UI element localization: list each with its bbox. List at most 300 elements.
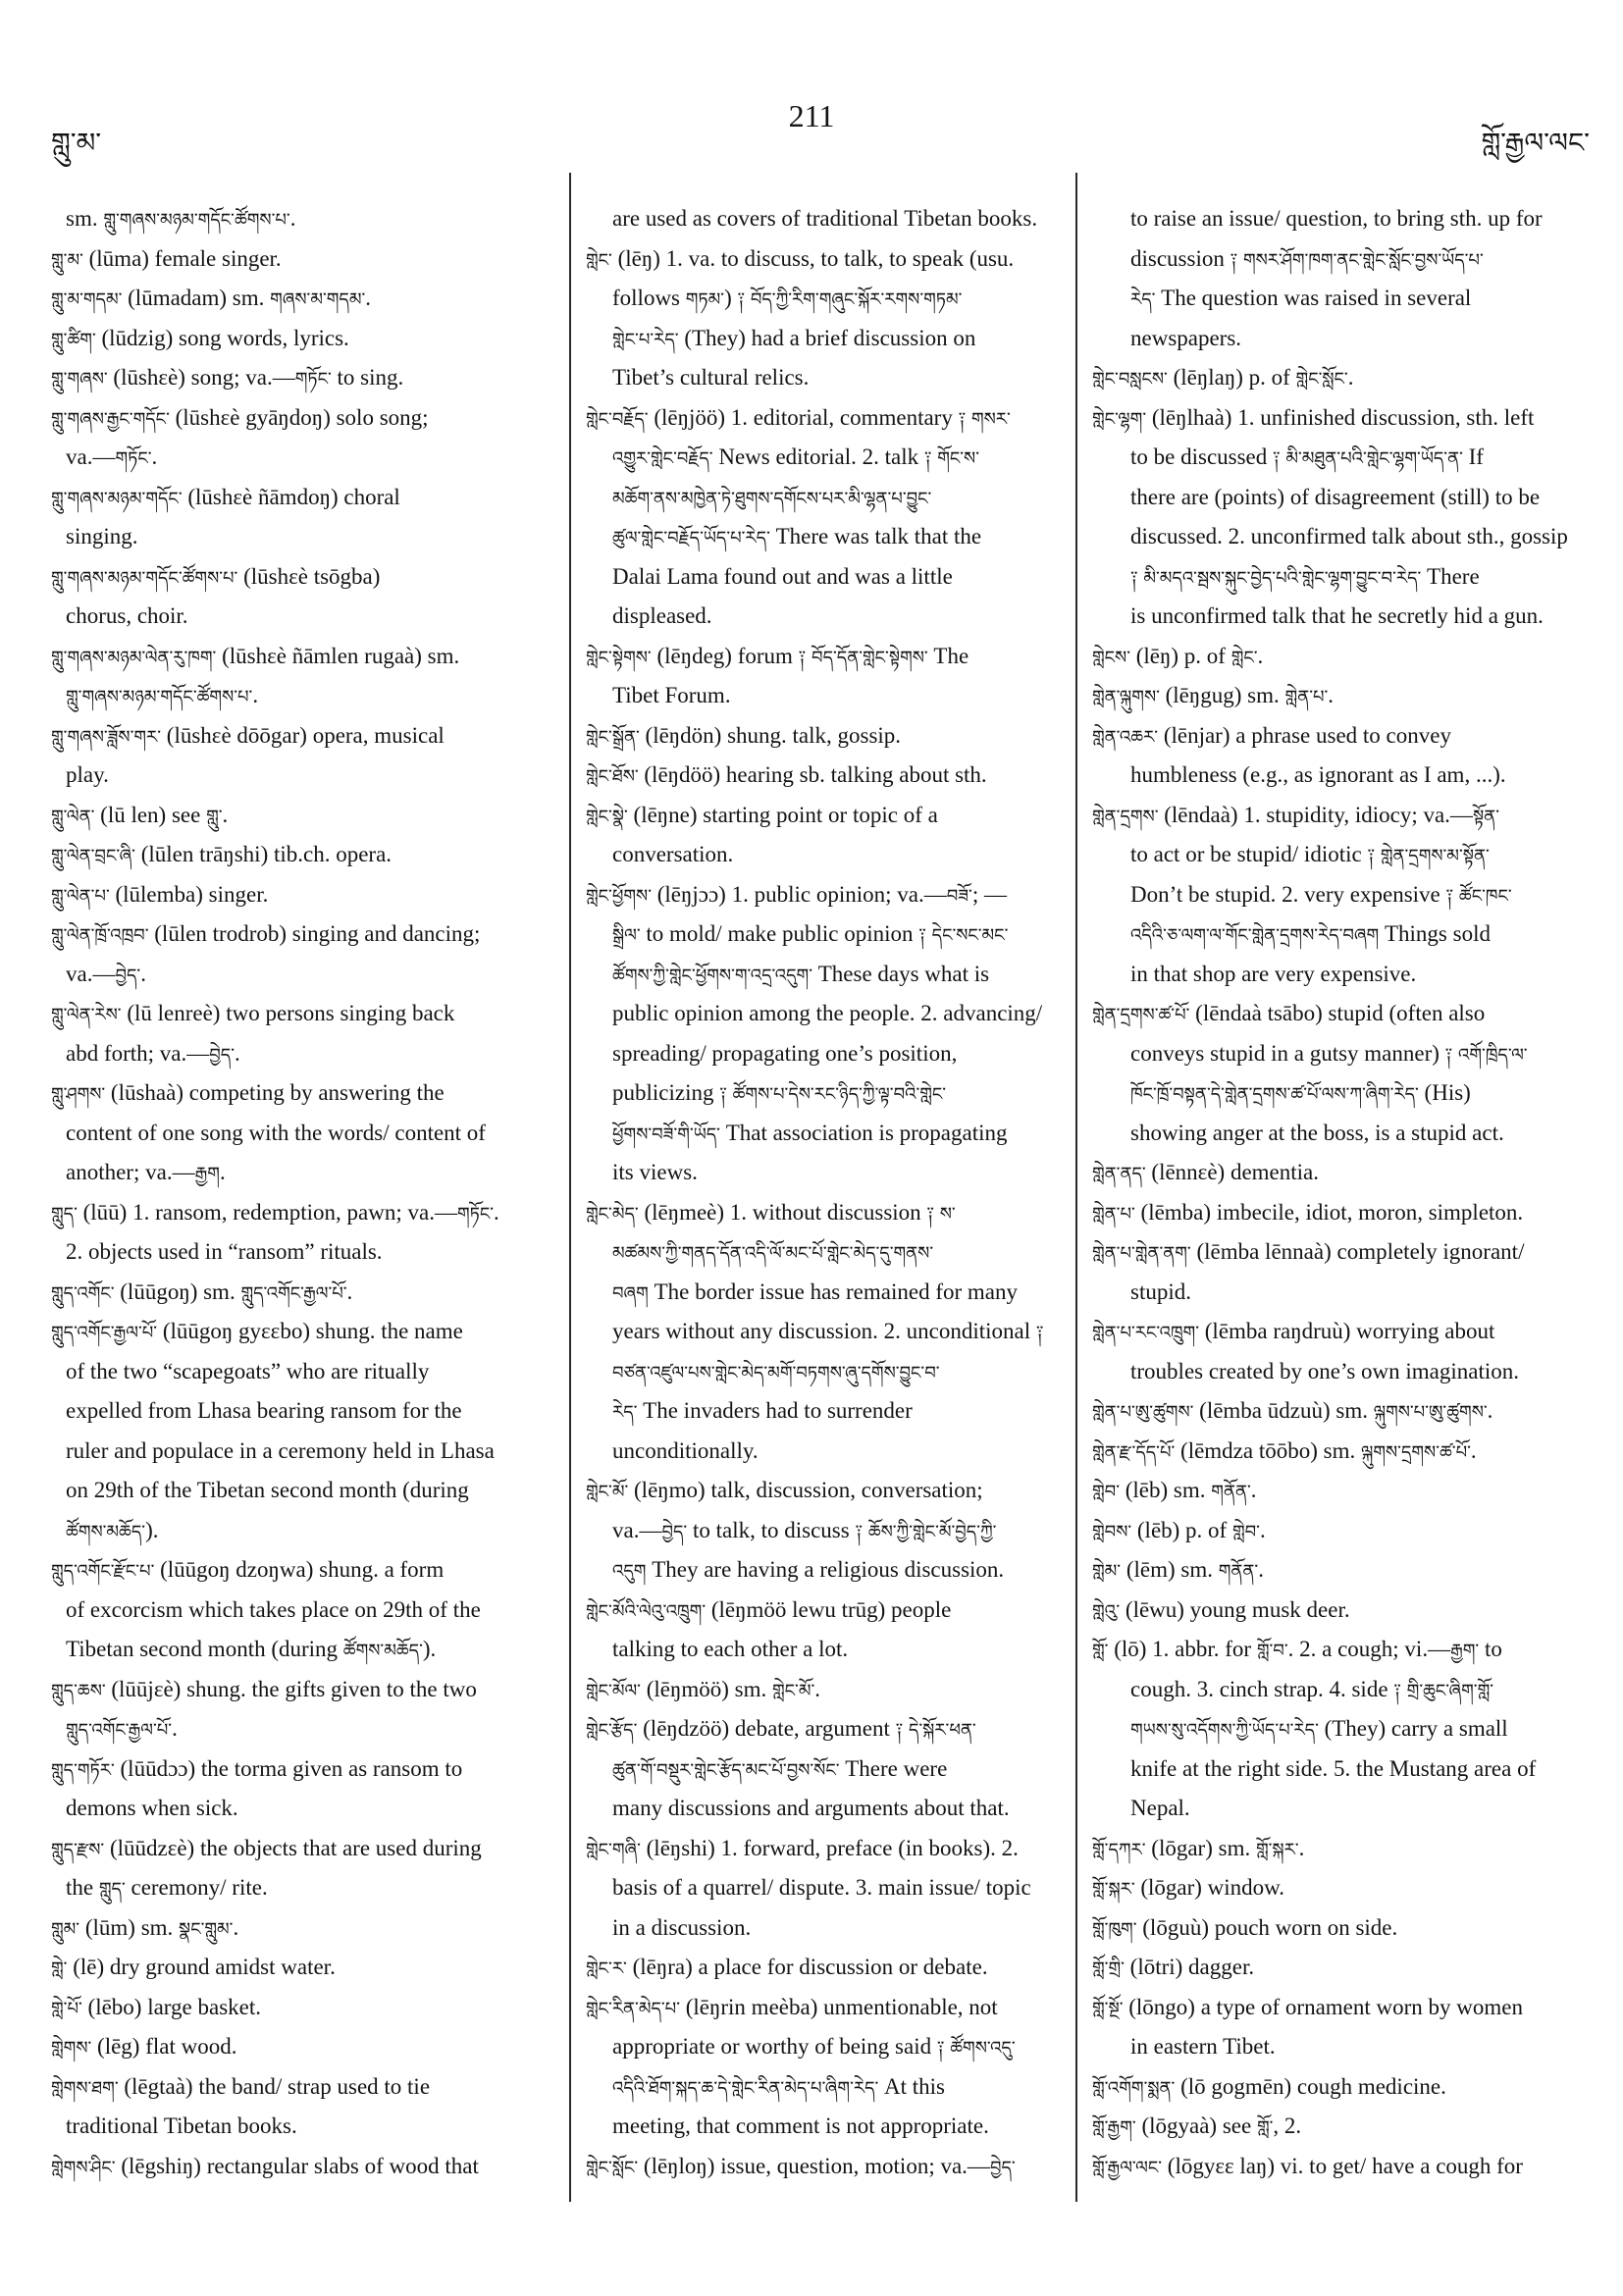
- dictionary-entry: [586, 398, 1065, 637]
- entry-line: [586, 676, 1065, 716]
- tibetan-text: གླེགས་ཐག་: [51, 2077, 119, 2099]
- dictionary-entry: [51, 1829, 553, 1908]
- english-text: (lūshεè ñāmdoŋ) choral: [182, 484, 400, 509]
- entry-line: [586, 1034, 1065, 1074]
- english-text: (lū len) see: [94, 802, 207, 827]
- entry-line: [1092, 1153, 1593, 1193]
- english-text: .: [151, 444, 158, 469]
- dictionary-entry: [51, 239, 553, 280]
- english-text: (lēgshiŋ) rectangular slabs of wood that: [115, 2153, 479, 2178]
- dictionary-entry: [51, 835, 553, 875]
- entry-line: [51, 1312, 553, 1352]
- column-divider: [569, 173, 571, 2202]
- entry-line: [586, 1709, 1065, 1749]
- tibetan-text: གླེགས་: [51, 2038, 92, 2059]
- english-text: Tibet Forum.: [612, 683, 731, 707]
- english-text: there are (points) of disagreement (still) to be: [1130, 484, 1541, 509]
- tibetan-text: གླེན་པ་: [1092, 1203, 1135, 1225]
- english-text: (lēŋdeg) forum: [651, 643, 799, 668]
- english-text: The: [927, 643, 969, 668]
- english-text: There was talk that the: [769, 524, 982, 548]
- tibetan-text: གླེང་མོལ་: [586, 1680, 641, 1701]
- english-text: (lēŋmöö lewu trūg) people: [706, 1596, 952, 1622]
- english-text: (lēndaà) 1. stupidity, idiocy; va.—: [1158, 802, 1473, 827]
- tibetan-text: ཁོང་ཁྲོ་བསྟན་དེ་གླེན་དྲགས་ཚ་པོ་ལས་ཀ་ཞིག་རེད་: [1130, 1084, 1419, 1105]
- tibetan-text: གླེང་: [586, 249, 612, 271]
- tibetan-text: བྱེད་: [115, 965, 141, 986]
- tibetan-text: གློ་ཁུག་: [1092, 1918, 1137, 1940]
- english-text: (lēmba lēnnaà) completely ignorant/: [1190, 1239, 1525, 1264]
- english-text: They are having a religious discussion.: [646, 1557, 1005, 1582]
- tibetan-text: ༑: [1273, 448, 1281, 469]
- tibetan-text: འདིའི་ཐོག་སྐད་ཆ་དེ་གླེང་རིན་མེད་པ་ཞིག་རེད་: [612, 2077, 879, 2099]
- page-number: 211: [788, 98, 835, 133]
- tibetan-text: ༑: [1130, 567, 1138, 589]
- tibetan-text: ༑: [798, 647, 807, 668]
- entry-line: [1092, 199, 1593, 239]
- english-text: (lēŋ) 1. va. to discuss, to talk, to speak (usu.: [611, 245, 1015, 271]
- entry-line: [51, 279, 553, 319]
- tibetan-text: གློ་སྐར་: [1092, 1879, 1135, 1900]
- tibetan-text: ༑: [1445, 885, 1454, 907]
- entry-line: [1092, 1749, 1593, 1790]
- entry-line: [51, 1670, 553, 1710]
- tibetan-text: གློ་རྒྱལ་ལང་: [1092, 2157, 1163, 2178]
- english-text: Don’t be stupid. 2. very expensive: [1130, 881, 1446, 907]
- entry-line: [586, 1749, 1065, 1790]
- tibetan-text: ལྐུགས་དྲགས་ཚ་པོ་: [1361, 1441, 1471, 1463]
- tibetan-text: གླུད་འགོང་རྫོང་པ་: [51, 1561, 155, 1582]
- entry-line: [586, 1114, 1065, 1154]
- english-text: (lōgar) window.: [1134, 1875, 1285, 1900]
- english-text: to raise an issue/ question, to bring sth. up for: [1130, 206, 1543, 231]
- english-text: Dalai Lama found out and was a little: [612, 563, 953, 589]
- entry-line: [51, 1789, 553, 1829]
- entry-line: [586, 2067, 1065, 2108]
- entry-line: [586, 994, 1065, 1034]
- english-text: (lēŋmeè) 1. without discussion: [638, 1199, 927, 1225]
- entry-line: [51, 199, 553, 239]
- tibetan-text: ༑: [918, 925, 926, 946]
- tibetan-text: ༑: [895, 1720, 904, 1741]
- entry-line: [51, 1391, 553, 1432]
- english-text: , 2.: [1273, 2113, 1302, 2138]
- entry-line: [586, 1391, 1065, 1432]
- tibetan-text: རྒྱག་: [1450, 1641, 1480, 1661]
- entry-line: [51, 2067, 553, 2108]
- english-text: of excorcism which takes place on 29th of the: [66, 1596, 481, 1622]
- english-text: to: [1479, 1637, 1502, 1661]
- entry-line: [586, 796, 1065, 836]
- english-text: These days what is: [812, 961, 990, 986]
- tibetan-text: ཚོགས་པ་དེས་རང་ཉིད་ཀྱི་ལྟ་བའི་གླེང་: [732, 1084, 947, 1105]
- entry-line: [586, 1789, 1065, 1829]
- english-text: .: [1258, 1557, 1264, 1582]
- tibetan-text: གླེང་མོ་: [586, 1482, 629, 1502]
- tibetan-text: གླེང་བསླངས་: [1092, 369, 1168, 390]
- entry-line: [586, 517, 1065, 557]
- english-text: public opinion among the people. 2. advancing/: [612, 1001, 1043, 1025]
- entry-line: [1092, 955, 1593, 995]
- english-text: cough. 3. cinch strap. 4. side: [1130, 1676, 1394, 1701]
- entry-line: [51, 1749, 553, 1790]
- english-text: va.—: [66, 961, 116, 986]
- column-divider: [1075, 173, 1077, 2202]
- tibetan-text: གླུད་: [51, 1203, 78, 1225]
- tibetan-text: གསར་ཤོག་ཁག་ནང་གླེང་སློང་བྱས་ཡོད་པ་: [1242, 249, 1484, 271]
- english-text: .: [365, 286, 372, 310]
- english-text: (lēŋdzöö) debate, argument: [637, 1716, 896, 1741]
- entry-line: [1092, 358, 1593, 398]
- tibetan-text: གླེན་པ་གླེན་ནག་: [1092, 1243, 1191, 1264]
- english-text: (lūm) sm.: [79, 1914, 180, 1940]
- entry-line: [586, 319, 1065, 359]
- tibetan-text: གསར་: [970, 408, 1011, 430]
- tibetan-text: གླུ་ལེན་: [51, 806, 95, 827]
- entry-line: [586, 478, 1065, 518]
- english-text: (lēb) sm.: [1120, 1478, 1212, 1502]
- tibetan-text: བཟོ་: [946, 885, 972, 907]
- english-text: unconditionally.: [612, 1437, 759, 1463]
- tibetan-text: གླེན་འཆར་: [1092, 726, 1159, 748]
- tibetan-text: གཏོང་: [115, 448, 152, 469]
- tibetan-text: མི་མཐུན་པའི་གླེང་ལྷག་ཡོད་ན་: [1285, 448, 1463, 469]
- dictionary-entry: [51, 279, 553, 319]
- dictionary-entry: [586, 1709, 1065, 1829]
- tibetan-text: ལྐུགས་པ་ཨུ་ཚུགས་: [1373, 1402, 1488, 1423]
- english-text: (lēmba) imbecile, idiot, moron, simpleton.: [1134, 1199, 1524, 1225]
- tibetan-text: ༑: [936, 2038, 945, 2059]
- entry-line: [1092, 1630, 1593, 1670]
- english-text: in eastern Tibet.: [1130, 2034, 1276, 2059]
- english-text: (lōguù) pouch worn on side.: [1136, 1914, 1398, 1940]
- entry-line: [586, 1948, 1065, 1988]
- column-middle: [586, 199, 1065, 2186]
- tibetan-text: བྱེད་: [661, 1521, 688, 1542]
- dictionary-entry: [586, 637, 1065, 716]
- tibetan-text: གླེང་མེད་: [586, 1203, 639, 1225]
- english-text: the: [66, 1875, 99, 1900]
- entry-line: [51, 557, 553, 598]
- entry-line: [51, 398, 553, 439]
- english-text: (lēŋshi) 1. forward, preface (in books). 2.: [640, 1835, 1019, 1860]
- dictionary-entry: [1092, 2067, 1593, 2108]
- tibetan-text: བྱེད་: [989, 2157, 1016, 2178]
- entry-line: [51, 1153, 553, 1193]
- tibetan-text: ༑: [1444, 1044, 1453, 1066]
- tibetan-text: གློ་དཀར་: [1092, 1839, 1146, 1860]
- english-text: are used as covers of traditional Tibetan books.: [612, 206, 1038, 231]
- tibetan-text: གླེན་རྫ་དོད་པོ་: [1092, 1441, 1176, 1463]
- entry-line: [51, 597, 553, 637]
- dictionary-entry: [586, 239, 1065, 398]
- english-text: (lēŋra) a place for discussion or debate.: [626, 1955, 988, 1979]
- entry-line: [51, 1829, 553, 1869]
- tibetan-text: གླེབ་: [1092, 1482, 1120, 1502]
- english-text: .: [172, 1716, 178, 1741]
- english-text: ceremony/ rite.: [125, 1875, 268, 1900]
- tibetan-text: གླེང་རྩོད་: [586, 1720, 638, 1741]
- english-text: .: [1257, 643, 1264, 668]
- english-text: There were: [839, 1755, 948, 1781]
- english-text: .: [233, 1914, 239, 1940]
- tibetan-text: གླུ་མ་: [51, 249, 83, 271]
- entry-line: [51, 1591, 553, 1631]
- entry-line: [51, 955, 553, 995]
- dictionary-entry: [1092, 676, 1593, 716]
- english-text: (lē) dry ground amidst water.: [67, 1955, 336, 1979]
- dictionary-entry: [1092, 1471, 1593, 1511]
- entry-line: [1092, 1034, 1593, 1074]
- english-text: (lūlen trodrob) singing and dancing;: [148, 921, 481, 946]
- tibetan-text: གླུད་འགོང་རྒྱལ་པོ་: [240, 1282, 347, 1304]
- entry-line: [1092, 1868, 1593, 1908]
- english-text: The invaders had to surrender: [637, 1398, 913, 1423]
- entry-line: [586, 199, 1065, 239]
- entry-line: [51, 1114, 553, 1154]
- tibetan-text: གྲི་ཆུང་ཞིག་གློ་: [1406, 1680, 1494, 1701]
- english-text: .: [289, 206, 296, 231]
- tibetan-text: གླེང་སྣེ་: [586, 806, 628, 827]
- tibetan-text: གློ་: [1256, 2117, 1274, 2138]
- english-text: (lūshεè tsōgba): [237, 563, 381, 589]
- dictionary-entry: [1092, 1829, 1593, 1869]
- entry-line: [1092, 1312, 1593, 1352]
- tibetan-text: གླེམ་: [1092, 1561, 1122, 1582]
- entry-line: [51, 835, 553, 875]
- english-text: .: [1328, 683, 1335, 707]
- tibetan-text: གླེང་མོའི་ལེའུ་འཁྲུག་: [586, 1600, 707, 1622]
- tibetan-text: གླེང་པ་རེད་: [612, 329, 679, 350]
- english-text: (lēŋgug) sm.: [1159, 683, 1285, 707]
- english-text: (lōgyεε laŋ) vi. to get/ have a cough for: [1162, 2153, 1523, 2178]
- entry-line: [586, 1352, 1065, 1392]
- entry-line: [1092, 438, 1593, 478]
- tibetan-text: ༑: [958, 408, 967, 430]
- entry-line: [586, 835, 1065, 875]
- tibetan-text: གློ་རྒྱག་: [1092, 2117, 1136, 2138]
- tibetan-text: ༑: [1035, 1323, 1044, 1343]
- entry-line: [51, 1988, 553, 2028]
- dictionary-entry: [1092, 796, 1593, 995]
- tibetan-text: གློ་སྔོ་: [1092, 1998, 1124, 2019]
- english-text: (lēmdza tōōbo) sm.: [1175, 1437, 1361, 1463]
- entry-line: [1092, 279, 1593, 319]
- entry-line: [51, 756, 553, 796]
- english-text: The question was raised in several: [1155, 286, 1472, 310]
- english-text: (lēŋjɔɔ) 1. public opinion; va.—: [651, 881, 947, 907]
- english-text: Tibetan second month (during: [66, 1637, 343, 1661]
- entry-line: [1092, 1352, 1593, 1392]
- entry-line: [51, 994, 553, 1034]
- english-text: (lēŋlaŋ) p. of: [1167, 365, 1296, 390]
- entry-line: [51, 1948, 553, 1988]
- tibetan-text: ༑: [855, 1521, 864, 1542]
- tibetan-text: གློ་གྲི་: [1092, 1958, 1125, 1979]
- tibetan-text: གླུད་འགོང་: [51, 1282, 115, 1304]
- entry-line: [1092, 2107, 1593, 2147]
- dictionary-entry: [51, 1550, 553, 1670]
- entry-line: [51, 1550, 553, 1591]
- tibetan-text: ཚུན་གོ་བསྡུར་གླེང་རྩོད་མང་པོ་བྱས་སོང་: [612, 1759, 840, 1781]
- dictionary-entry: [586, 716, 1065, 757]
- tibetan-text: རེད་: [612, 1402, 638, 1423]
- english-text: to sing.: [331, 365, 404, 390]
- entry-line: [586, 955, 1065, 995]
- tibetan-text: ཚོགས་མཆོད་: [342, 1641, 423, 1661]
- dictionary-entry: [51, 557, 553, 637]
- dictionary-entry: [51, 398, 553, 478]
- entry-line: [1092, 835, 1593, 875]
- continued-entry: [1092, 199, 1593, 358]
- tibetan-text: འགྱུར་གླེང་བརྗོད་: [612, 448, 713, 469]
- tibetan-text: གླུད་འགོང་རྒྱལ་པོ་: [66, 1720, 173, 1741]
- entry-line: [1092, 756, 1593, 796]
- english-text: (lūūjεè) shung. the gifts given to the two: [105, 1676, 477, 1701]
- dictionary-entry: [51, 2147, 553, 2187]
- tibetan-text: སྒྲིལ་: [612, 925, 641, 946]
- dictionary-entry: [1092, 1193, 1593, 1233]
- tibetan-text: གླེབ་: [1231, 1521, 1260, 1542]
- dictionary-entry: [586, 1988, 1065, 2147]
- tibetan-text: མཆོག་ནས་མཁྱེན་ཏེ་ཐུགས་དགོངས་པར་མི་ལྷན་པ་བྱུང་: [612, 488, 932, 509]
- entry-line: [1092, 914, 1593, 955]
- tibetan-text: གླེང་བརྗོད་: [586, 408, 649, 430]
- dictionary-entry: [51, 875, 553, 915]
- english-text: (lūū) 1. ransom, redemption, pawn; va.—: [77, 1199, 457, 1225]
- english-text: (lēŋdön) shung. talk, gossip.: [639, 722, 902, 748]
- entry-line: [51, 1908, 553, 1949]
- english-text: conversation.: [612, 842, 734, 866]
- entry-line: [51, 2107, 553, 2147]
- tibetan-text: གླེ་: [51, 1958, 68, 1979]
- english-text: If: [1462, 444, 1484, 469]
- english-text: That association is propagating: [719, 1120, 1008, 1145]
- english-text: traditional Tibetan books.: [66, 2113, 297, 2138]
- entry-line: [51, 676, 553, 716]
- tibetan-text: གླེན་དྲགས་མ་སྟོན་: [1380, 846, 1490, 866]
- tibetan-text: གླེང་ཕྱོགས་: [586, 885, 652, 907]
- entry-line: [586, 597, 1065, 637]
- tibetan-text: ཚོང་ཁང་: [1458, 885, 1512, 907]
- dictionary-entry: [1092, 1948, 1593, 1988]
- tibetan-text: ༑: [923, 448, 932, 469]
- tibetan-text: གླེན་པ་: [1284, 687, 1329, 707]
- english-text: (lūshεè gyāŋdoŋ) solo song;: [169, 404, 429, 430]
- continued-entry: [586, 199, 1065, 239]
- dictionary-entry: [51, 637, 553, 716]
- english-text: (lēmba raŋdruù) worrying about: [1199, 1319, 1495, 1343]
- entry-line: [586, 239, 1065, 280]
- english-text: (lōgar) sm.: [1145, 1835, 1256, 1860]
- tibetan-text: གླུ་གཞས་ཟློས་གར་: [51, 726, 162, 748]
- english-text: (lēndaà tsābo) stupid (often also: [1189, 1001, 1486, 1025]
- tibetan-text: མི་མདའ་སྦས་སྐུང་བྱེད་པའི་གླེང་ལྷག་བྱུང་བ་རེད་: [1143, 567, 1422, 589]
- entry-line: [586, 398, 1065, 439]
- dictionary-entry: [586, 1948, 1065, 1988]
- english-text: .: [494, 1199, 499, 1225]
- english-text: There: [1421, 563, 1480, 589]
- tibetan-text: ཚུལ་གླེང་བརྗོད་ཡོད་པ་རེད་: [612, 528, 770, 548]
- tibetan-text: གླེན་པ་རང་འཁྲུག་: [1092, 1323, 1200, 1343]
- english-text: (lēŋrin meèba) unmentionable, not: [680, 1994, 998, 2019]
- english-text: is unconfirmed talk that he secretly hid a gun.: [1130, 603, 1544, 628]
- entry-line: [1092, 597, 1593, 637]
- entry-line: [586, 716, 1065, 757]
- entry-line: [1092, 994, 1593, 1034]
- tibetan-text: ༑: [719, 1084, 727, 1105]
- entry-line: [51, 1868, 553, 1908]
- entry-line: [51, 1232, 553, 1273]
- tibetan-text: གློ་: [1092, 1641, 1109, 1661]
- english-text: (lōtri) dagger.: [1124, 1955, 1255, 1979]
- tibetan-text: གནོན་: [1218, 1561, 1259, 1582]
- entry-line: [51, 319, 553, 359]
- tibetan-text: གླེན་ལྐུགས་: [1092, 687, 1160, 707]
- dictionary-entry: [1092, 1391, 1593, 1432]
- tibetan-text: ཚོགས་ཀྱི་གླེང་ཕྱོགས་ག་འདྲ་འདུག་: [612, 965, 812, 986]
- entry-line: [1092, 1550, 1593, 1591]
- entry-line: [586, 1511, 1065, 1551]
- english-text: many discussions and arguments about that.: [612, 1796, 1010, 1820]
- dictionary-entry: [51, 478, 553, 557]
- english-text: ).: [422, 1637, 437, 1661]
- english-text: discussion: [1130, 245, 1230, 271]
- column-right: [1092, 199, 1593, 2186]
- dictionary-entry: [51, 994, 553, 1073]
- dictionary-entry: [51, 2067, 553, 2147]
- entry-line: [51, 914, 553, 955]
- dictionary-entry: [1092, 398, 1593, 637]
- english-text: on 29th of the Tibetan second month (during: [66, 1478, 469, 1502]
- tibetan-text: གླུ་གཞས་མཉམ་གདོང་ཚོགས་པ་: [66, 687, 253, 707]
- english-text: showing anger at the boss, is a stupid act.: [1130, 1120, 1504, 1145]
- tibetan-text: ༑: [926, 1203, 935, 1225]
- tibetan-text: གླེགས་ཤིང་: [51, 2157, 116, 2178]
- english-text: ruler and populace in a ceremony held in Lhasa: [66, 1437, 495, 1463]
- english-text: sm.: [66, 206, 104, 231]
- dictionary-entry: [51, 1273, 553, 1313]
- entry-line: [51, 1073, 553, 1114]
- entry-line: [586, 875, 1065, 915]
- english-text: The border issue has remained for many: [648, 1278, 1018, 1304]
- entry-line: [51, 1709, 553, 1749]
- entry-line: [1092, 2027, 1593, 2067]
- tibetan-text: གནོན་: [1211, 1482, 1251, 1502]
- entry-line: [586, 438, 1065, 478]
- entry-line: [51, 478, 553, 518]
- english-text: in that shop are very expensive.: [1130, 961, 1417, 986]
- english-text: 2. objects used in “ransom” rituals.: [66, 1239, 383, 1264]
- entry-line: [1092, 676, 1593, 716]
- tibetan-text: གླེན་ནད་: [1092, 1164, 1146, 1184]
- entry-line: [586, 1550, 1065, 1591]
- tibetan-text: གཞས་མ་གདམ་: [270, 289, 366, 310]
- tibetan-text: བོད་ཀྱི་རིག་གཞུང་སྐོར་རགས་གཏམ་: [750, 289, 963, 310]
- entry-line: [1092, 1948, 1593, 1988]
- english-text: .: [1347, 365, 1354, 390]
- tibetan-text: དེ་སྐོར་ཕན་: [908, 1720, 976, 1741]
- english-text: follows: [612, 286, 686, 310]
- english-text: of the two “scapegoats” who are ritually: [66, 1358, 430, 1383]
- dictionary-entry: [586, 2147, 1065, 2187]
- tibetan-text: གླེབས་: [1092, 1521, 1132, 1542]
- tibetan-text: གླུད་: [98, 1879, 126, 1900]
- tibetan-text: གླུ་གཞས་མཉམ་གདོང་: [51, 488, 183, 509]
- dictionary-entry: [1092, 994, 1593, 1153]
- entry-line: [586, 279, 1065, 319]
- english-text: News editorial. 2. talk: [712, 444, 924, 469]
